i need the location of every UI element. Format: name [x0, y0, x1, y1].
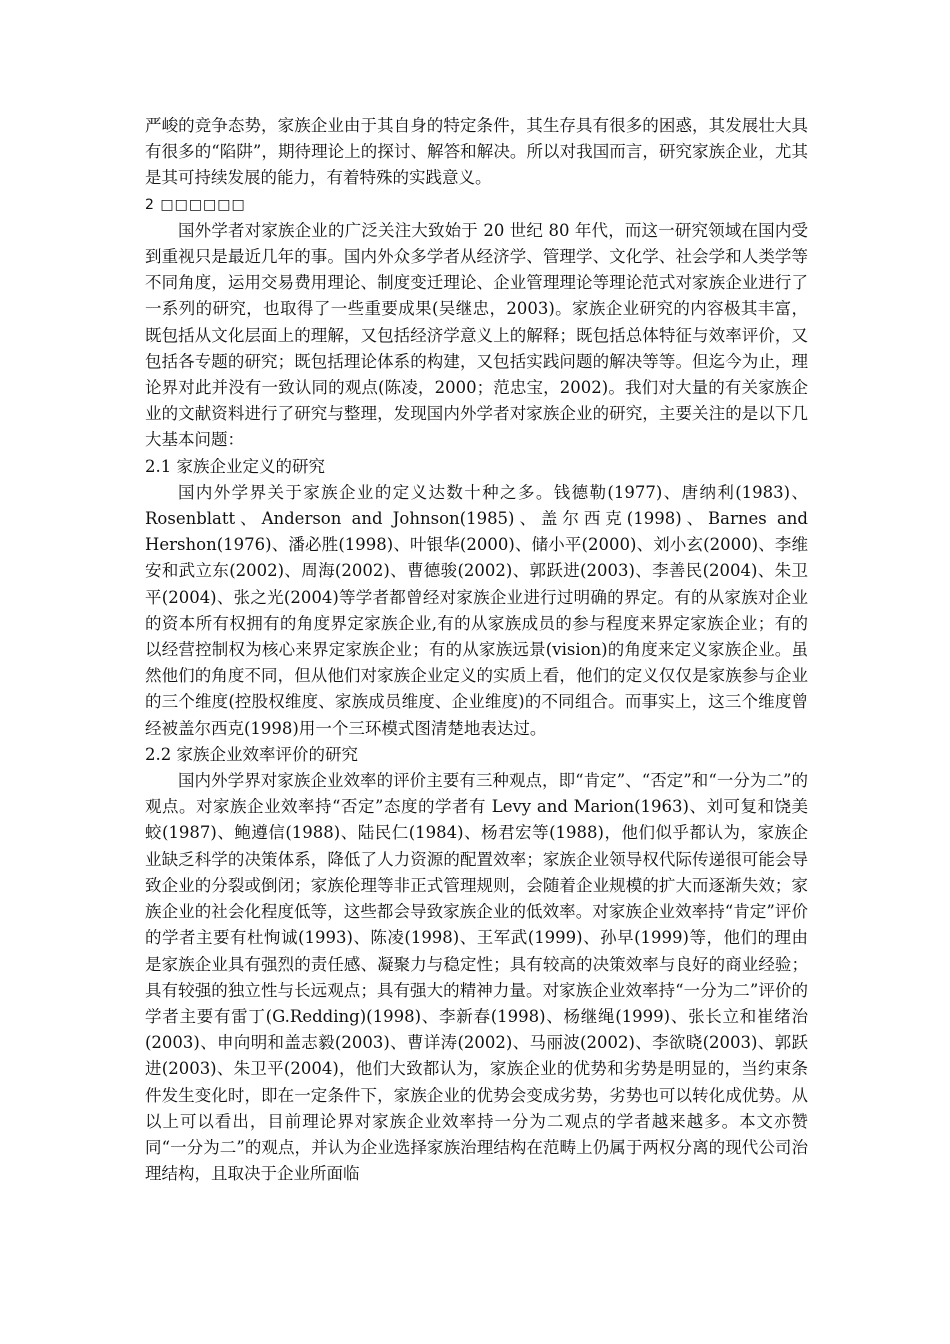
section-2-2-heading: 2.2 家族企业效率评价的研究 [145, 744, 358, 764]
section-2-paragraph: 国外学者对家族企业的广泛关注大致始于 20 世纪 80 年代，而这一研究领域在国内受到重视只是最近几年的事。国内外众多学者从经济学、管理学、文化学、社会学和人类学等不同角度，运用交易费用理论、制度变迁理论、企业管理理论等理论范式对家族企业进行了一系列的研究，也取得了一些重要成果(吴继忠，2003)。家族企业研究的内容极其丰富，既包括从文化层面上的理解，又包括经济学意义上的解释；既包括总体特征与效率评价，又包括各专题的研究；既包括理论体系的构建，又包括实践问题的解决等等。但迄今为止，理论界对此并没有一致认同的观点(陈凌，2000；范忠宝，2002)。我们对大量的有关家族企业的文献资料进行了研究与整理，发现国内外学者对家族企业的研究，主要关注的是以下几大基本问题： [145, 220, 808, 450]
intro-paragraph: 严峻的竞争态势，家族企业由于其自身的特定条件，其生存具有很多的困惑，其发展壮大具有很多的“陷阱”，期待理论上的探讨、解答和解决。所以对我国而言，研究家族企业，尤其是其可持续发展的能力，有着特殊的实践意义。 [145, 116, 808, 188]
section-2-1-heading: 2.1 家族企业定义的研究 [145, 456, 325, 476]
section-2-2-paragraph: 国内外学界对家族企业效率的评价主要有三种观点，即“肯定”、“否定”和“一分为二”的观点。对家族企业效率持“否定”态度的学者有 Levy and Marion(1963)、刘可复和饶美蛟(1987)、鲍遵信(1988)、陆民仁(1984)、杨君宏等(1988)，他们似乎都认为，家族企业缺乏科学的决策体系，降低了人力资源的配置效率；家族企业领导权代际传递很可能会导致企业的分裂或倒闭；家族伦理等非正式管理规则，会随着企业规模的扩大而逐渐失效；家族企业的社会化程度低等，这些都会导致家族企业的低效率。对家族企业效率持“肯定”评价的学者主要有杜恂诚(1993)、陈凌(1998)、王军武(1999)、孙早(1999)等，他们的理由是家族企业具有强烈的责任感、凝聚力与稳定性；具有较高的决策效率与良好的商业经验；具有较强的独立性与长远观点；具有强大的精神力量。对家族企业效率持“一分为二”评价的学者主要有雷丁(G.Redding)(1998)、李新春(1998)、杨继绳(1999)、张长立和崔绪治(2003)、申向明和盖志毅(2003)、曹详涛(2002)、马丽波(2002)、李欲晓(2003)、郭跃进(2003)、朱卫平(2004)，他们大致都认为，家族企业的优势和劣势是明显的，当约束条件发生变化时，即在一定条件下，家族企业的优势会变成劣势，劣势也可以转化成优势。从以上可以看出，目前理论界对家族企业效率持一分为二观点的学者越来越多。本文亦赞同“一分为二”的观点，并认为企业选择家族治理结构在范畴上仍属于两权分离的现代公司治理结构，且取决于企业所面临 [145, 771, 808, 1184]
section-2-heading: 2 □□□□□□ [145, 196, 246, 213]
document-page [145, 113, 808, 1187]
section-2-1-paragraph: 国内外学界关于家族企业的定义达数十种之多。钱德勒(1977)、唐纳利(1983)、Rosenblatt、Anderson and Johnson(1985)、盖尔西克(1998)、Barnes and Hershon(1976)、潘必胜(1998)、叶银华(2000)、储小平(2000)、刘小玄(2000)、李维安和武立东(2002)、周海(2002)、曹德骏(2002)、郭跃进(2003)、李善民(2004)、朱卫平(2004)、张之光(2004)等学者都曾经对家族企业进行过明确的界定。有的从家族对企业的资本所有权拥有的角度界定家族企业,有的从家族成员的参与程度来界定家族企业；有的以经营控制权为核心来界定家族企业；有的从家族远景(vision)的角度来定义家族企业。虽然他们的角度不同，但从他们对家族企业定义的实质上看，他们的定义仅仅是家族参与企业的三个维度(控股权维度、家族成员维度、企业维度)的不同组合。而事实上，这三个维度曾经被盖尔西克(1998)用一个三环模式图清楚地表达过。 [145, 482, 808, 738]
